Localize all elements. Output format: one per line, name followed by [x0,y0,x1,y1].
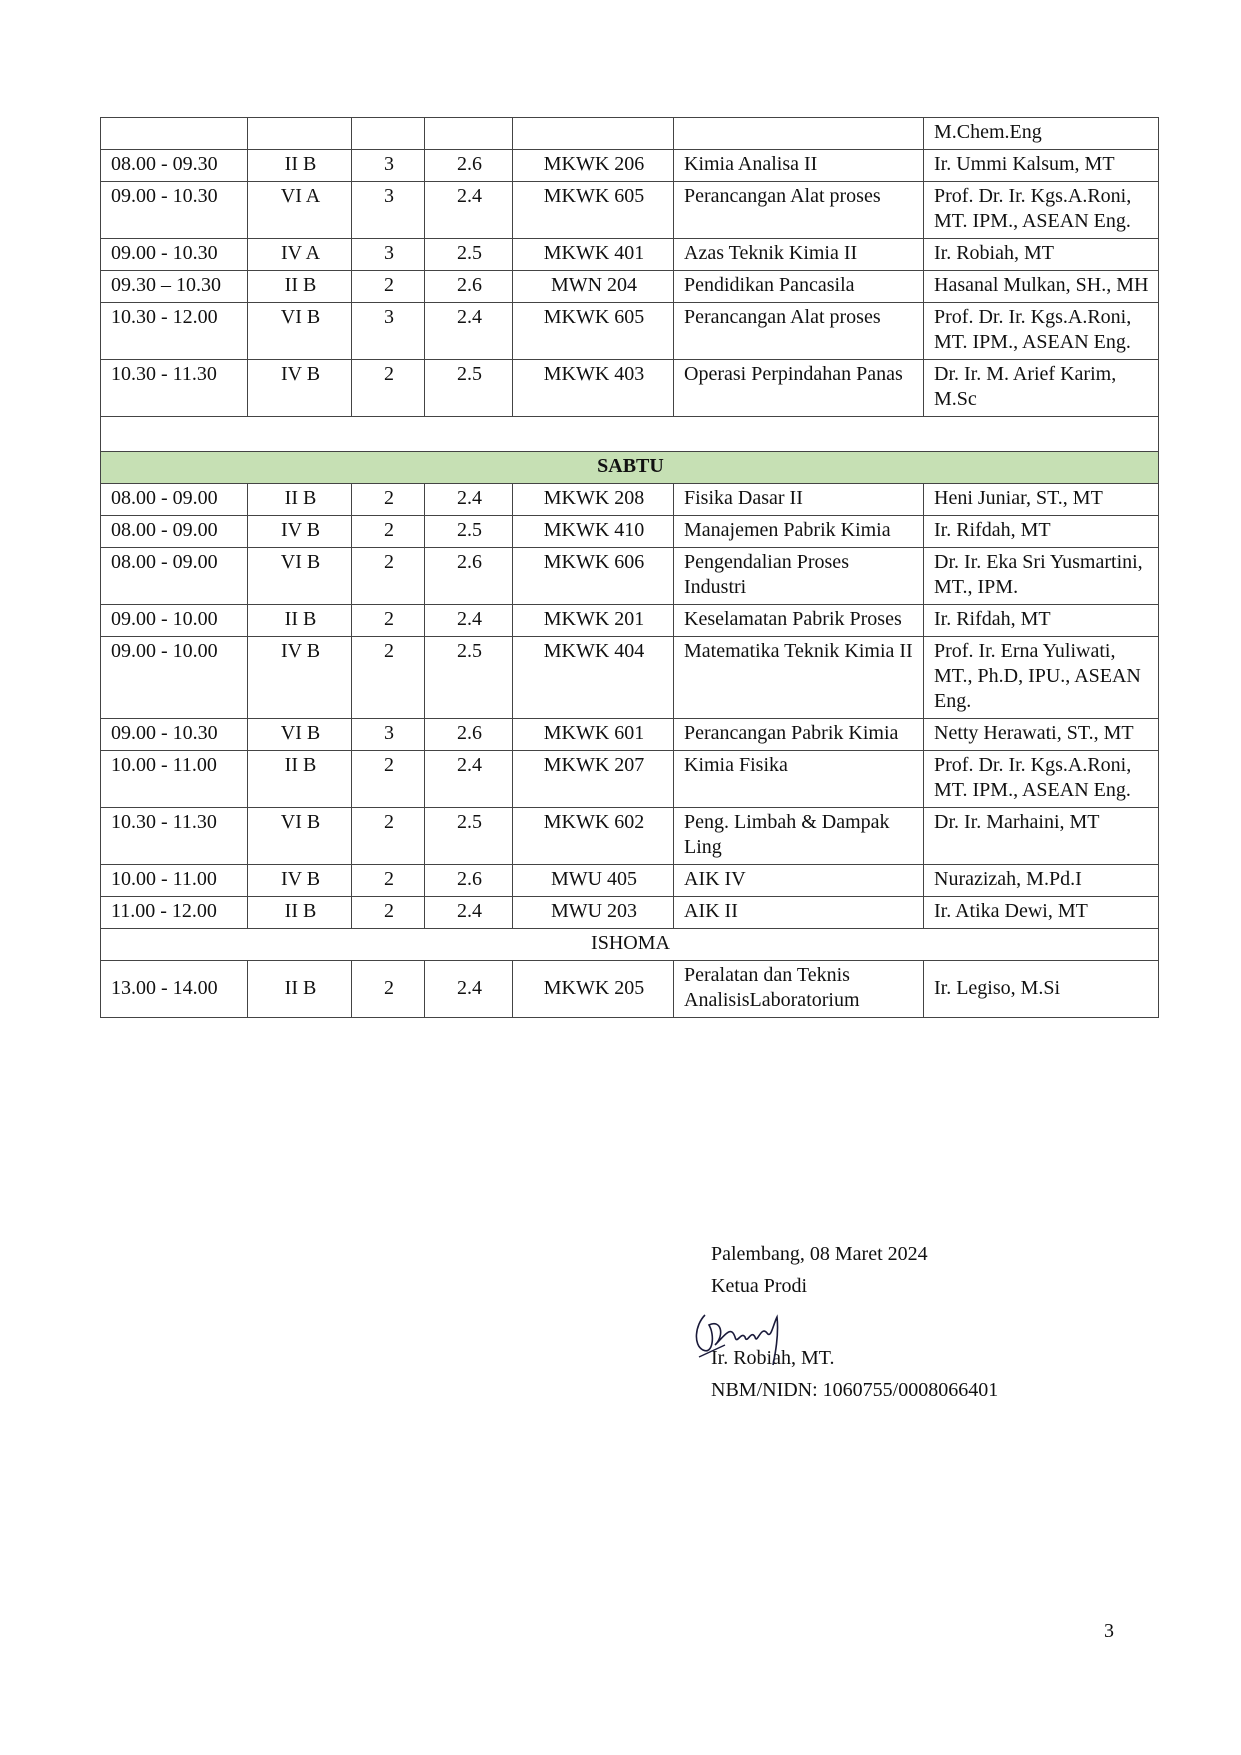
sks-cell: 3 [352,182,425,239]
time-cell: 08.00 - 09.00 [101,516,248,548]
course-cell: Matematika Teknik Kimia II [674,637,924,719]
signature-position: Ketua Prodi [711,1275,808,1297]
code-cell: MKWK 401 [513,239,674,271]
time-cell: 09.00 - 10.00 [101,637,248,719]
course-cell: Perancangan Alat proses [674,182,924,239]
code-cell: MWN 204 [513,271,674,303]
time-cell: 09.00 - 10.00 [101,605,248,637]
time-cell: 09.00 - 10.30 [101,239,248,271]
lecturer-cell: Ir. Robiah, MT [924,239,1159,271]
class-cell: IV A [248,239,352,271]
table-row [101,150,1159,182]
time-cell: 09.00 - 10.30 [101,719,248,751]
code-cell: MKWK 602 [513,808,674,865]
sks-cell: 2 [352,516,425,548]
table-row [101,865,1159,897]
class-cell: II B [248,150,352,182]
time-cell: 10.30 - 11.30 [101,360,248,417]
class-cell: II B [248,751,352,808]
lecturer-cell: Dr. Ir. Marhaini, MT [924,808,1159,865]
room-cell: 2.4 [425,303,513,360]
day-header: SABTU [101,452,1159,484]
signature-place-date: Palembang, 08 Maret 2024 [711,1243,928,1265]
lecturer-cell: Ir. Rifdah, MT [924,605,1159,637]
table-row [101,751,1159,808]
lecturer-cell: Ir. Rifdah, MT [924,516,1159,548]
lecturer-cell: Ir. Ummi Kalsum, MT [924,150,1159,182]
time-cell: 13.00 - 14.00 [101,961,248,1018]
code-cell: MKWK 601 [513,719,674,751]
code-cell: MKWK 201 [513,605,674,637]
time-cell: 10.30 - 11.30 [101,808,248,865]
sks-cell: 3 [352,303,425,360]
lecturer-cell: Prof. Ir. Erna Yuliwati, MT., Ph.D, IPU., ASEAN Eng. [924,637,1159,719]
class-cell: VI B [248,808,352,865]
course-cell: Operasi Perpindahan Panas [674,360,924,417]
table-row [101,118,1159,150]
lecturer-cell: Prof. Dr. Ir. Kgs.A.Roni, MT. IPM., ASEAN Eng. [924,303,1159,360]
sks-cell: 2 [352,637,425,719]
sks-cell: 2 [352,897,425,929]
room-cell: 2.4 [425,182,513,239]
code-cell: MKWK 207 [513,751,674,808]
class-cell: VI B [248,303,352,360]
sks-cell: 3 [352,719,425,751]
lecturer-cell: Ir. Atika Dewi, MT [924,897,1159,929]
lecturer-cell: Dr. Ir. M. Arief Karim, M.Sc [924,360,1159,417]
lecturer-cell: Ir. Legiso, M.Si [924,961,1159,1018]
course-cell: AIK II [674,897,924,929]
lecturer-cell: Nurazizah, M.Pd.I [924,865,1159,897]
course-cell: AIK IV [674,865,924,897]
table-row [101,360,1159,417]
sks-cell: 2 [352,865,425,897]
class-cell: VI A [248,182,352,239]
sks-cell: 2 [352,360,425,417]
signature-name: Ir. Robiah, MT. [711,1347,835,1369]
sks-cell: 2 [352,808,425,865]
code-cell: MKWK 208 [513,484,674,516]
table-row [101,484,1159,516]
code-cell: MKWK 410 [513,516,674,548]
course-cell: Pendidikan Pancasila [674,271,924,303]
class-cell: II B [248,271,352,303]
code-cell: MKWK 404 [513,637,674,719]
code-cell: MKWK 605 [513,303,674,360]
table-row [101,516,1159,548]
table-row [101,303,1159,360]
code-cell: MKWK 403 [513,360,674,417]
room-cell: 2.4 [425,605,513,637]
course-cell: Kimia Fisika [674,751,924,808]
table-row [101,719,1159,751]
table-row [101,548,1159,605]
time-cell: 10.00 - 11.00 [101,751,248,808]
room-cell [425,118,513,150]
room-cell: 2.4 [425,961,513,1018]
room-cell: 2.4 [425,751,513,808]
table-row [101,637,1159,719]
time-cell: 10.00 - 11.00 [101,865,248,897]
class-cell: II B [248,484,352,516]
time-cell: 11.00 - 12.00 [101,897,248,929]
sks-cell: 2 [352,271,425,303]
course-cell: Azas Teknik Kimia II [674,239,924,271]
course-cell: Fisika Dasar II [674,484,924,516]
sks-cell: 3 [352,150,425,182]
course-cell: Peralatan dan Teknis AnalisisLaboratorium [674,961,924,1018]
time-cell: 09.00 - 10.30 [101,182,248,239]
course-cell: Manajemen Pabrik Kimia [674,516,924,548]
lecturer-cell: Prof. Dr. Ir. Kgs.A.Roni, MT. IPM., ASEAN Eng. [924,182,1159,239]
class-cell: IV B [248,637,352,719]
course-cell: Peng. Limbah & Dampak Ling [674,808,924,865]
room-cell: 2.5 [425,239,513,271]
room-cell: 2.4 [425,484,513,516]
room-cell: 2.6 [425,150,513,182]
code-cell: MWU 405 [513,865,674,897]
schedule-table [100,117,1159,1018]
class-cell: II B [248,897,352,929]
code-cell [513,118,674,150]
room-cell: 2.6 [425,548,513,605]
class-cell: VI B [248,719,352,751]
course-cell: Keselamatan Pabrik Proses [674,605,924,637]
sks-cell: 3 [352,239,425,271]
break-row [101,929,1159,961]
time-cell: 08.00 - 09.00 [101,548,248,605]
room-cell: 2.6 [425,719,513,751]
class-cell: IV B [248,865,352,897]
time-cell: 09.30 – 10.30 [101,271,248,303]
course-cell [674,118,924,150]
break-label: ISHOMA [101,929,1159,961]
sks-cell: 2 [352,484,425,516]
course-cell: Pengendalian Proses Industri [674,548,924,605]
lecturer-cell: Dr. Ir. Eka Sri Yusmartini, MT., IPM. [924,548,1159,605]
code-cell: MWU 203 [513,897,674,929]
class-cell [248,118,352,150]
sks-cell: 2 [352,751,425,808]
signature-id: NBM/NIDN: 1060755/0008066401 [711,1379,999,1401]
time-cell [101,118,248,150]
sks-cell: 2 [352,605,425,637]
table-row [101,961,1159,1018]
table-row [101,182,1159,239]
page-number: 3 [1104,1620,1114,1642]
table-row [101,239,1159,271]
lecturer-cell: Hasanal Mulkan, SH., MH [924,271,1159,303]
sks-cell: 2 [352,961,425,1018]
class-cell: IV B [248,516,352,548]
time-cell: 08.00 - 09.00 [101,484,248,516]
class-cell: II B [248,961,352,1018]
room-cell: 2.6 [425,865,513,897]
class-cell: II B [248,605,352,637]
room-cell: 2.5 [425,516,513,548]
room-cell: 2.5 [425,360,513,417]
room-cell: 2.5 [425,808,513,865]
code-cell: MKWK 606 [513,548,674,605]
sks-cell [352,118,425,150]
code-cell: MKWK 605 [513,182,674,239]
code-cell: MKWK 206 [513,150,674,182]
code-cell: MKWK 205 [513,961,674,1018]
room-cell: 2.5 [425,637,513,719]
class-cell: IV B [248,360,352,417]
blank-row [101,417,1159,452]
table-row [101,897,1159,929]
time-cell: 08.00 - 09.30 [101,150,248,182]
handwritten-signature [685,1295,805,1375]
lecturer-cell: M.Chem.Eng [924,118,1159,150]
table-row [101,271,1159,303]
table-row [101,605,1159,637]
course-cell: Perancangan Pabrik Kimia [674,719,924,751]
table-row [101,808,1159,865]
room-cell: 2.4 [425,897,513,929]
lecturer-cell: Netty Herawati, ST., MT [924,719,1159,751]
course-cell: Perancangan Alat proses [674,303,924,360]
class-cell: VI B [248,548,352,605]
day-header-row [101,452,1159,484]
schedule-body [101,118,1159,1018]
lecturer-cell: Heni Juniar, ST., MT [924,484,1159,516]
room-cell: 2.6 [425,271,513,303]
lecturer-cell: Prof. Dr. Ir. Kgs.A.Roni, MT. IPM., ASEAN Eng. [924,751,1159,808]
time-cell: 10.30 - 12.00 [101,303,248,360]
sks-cell: 2 [352,548,425,605]
blank-cell [101,417,1159,452]
course-cell: Kimia Analisa II [674,150,924,182]
